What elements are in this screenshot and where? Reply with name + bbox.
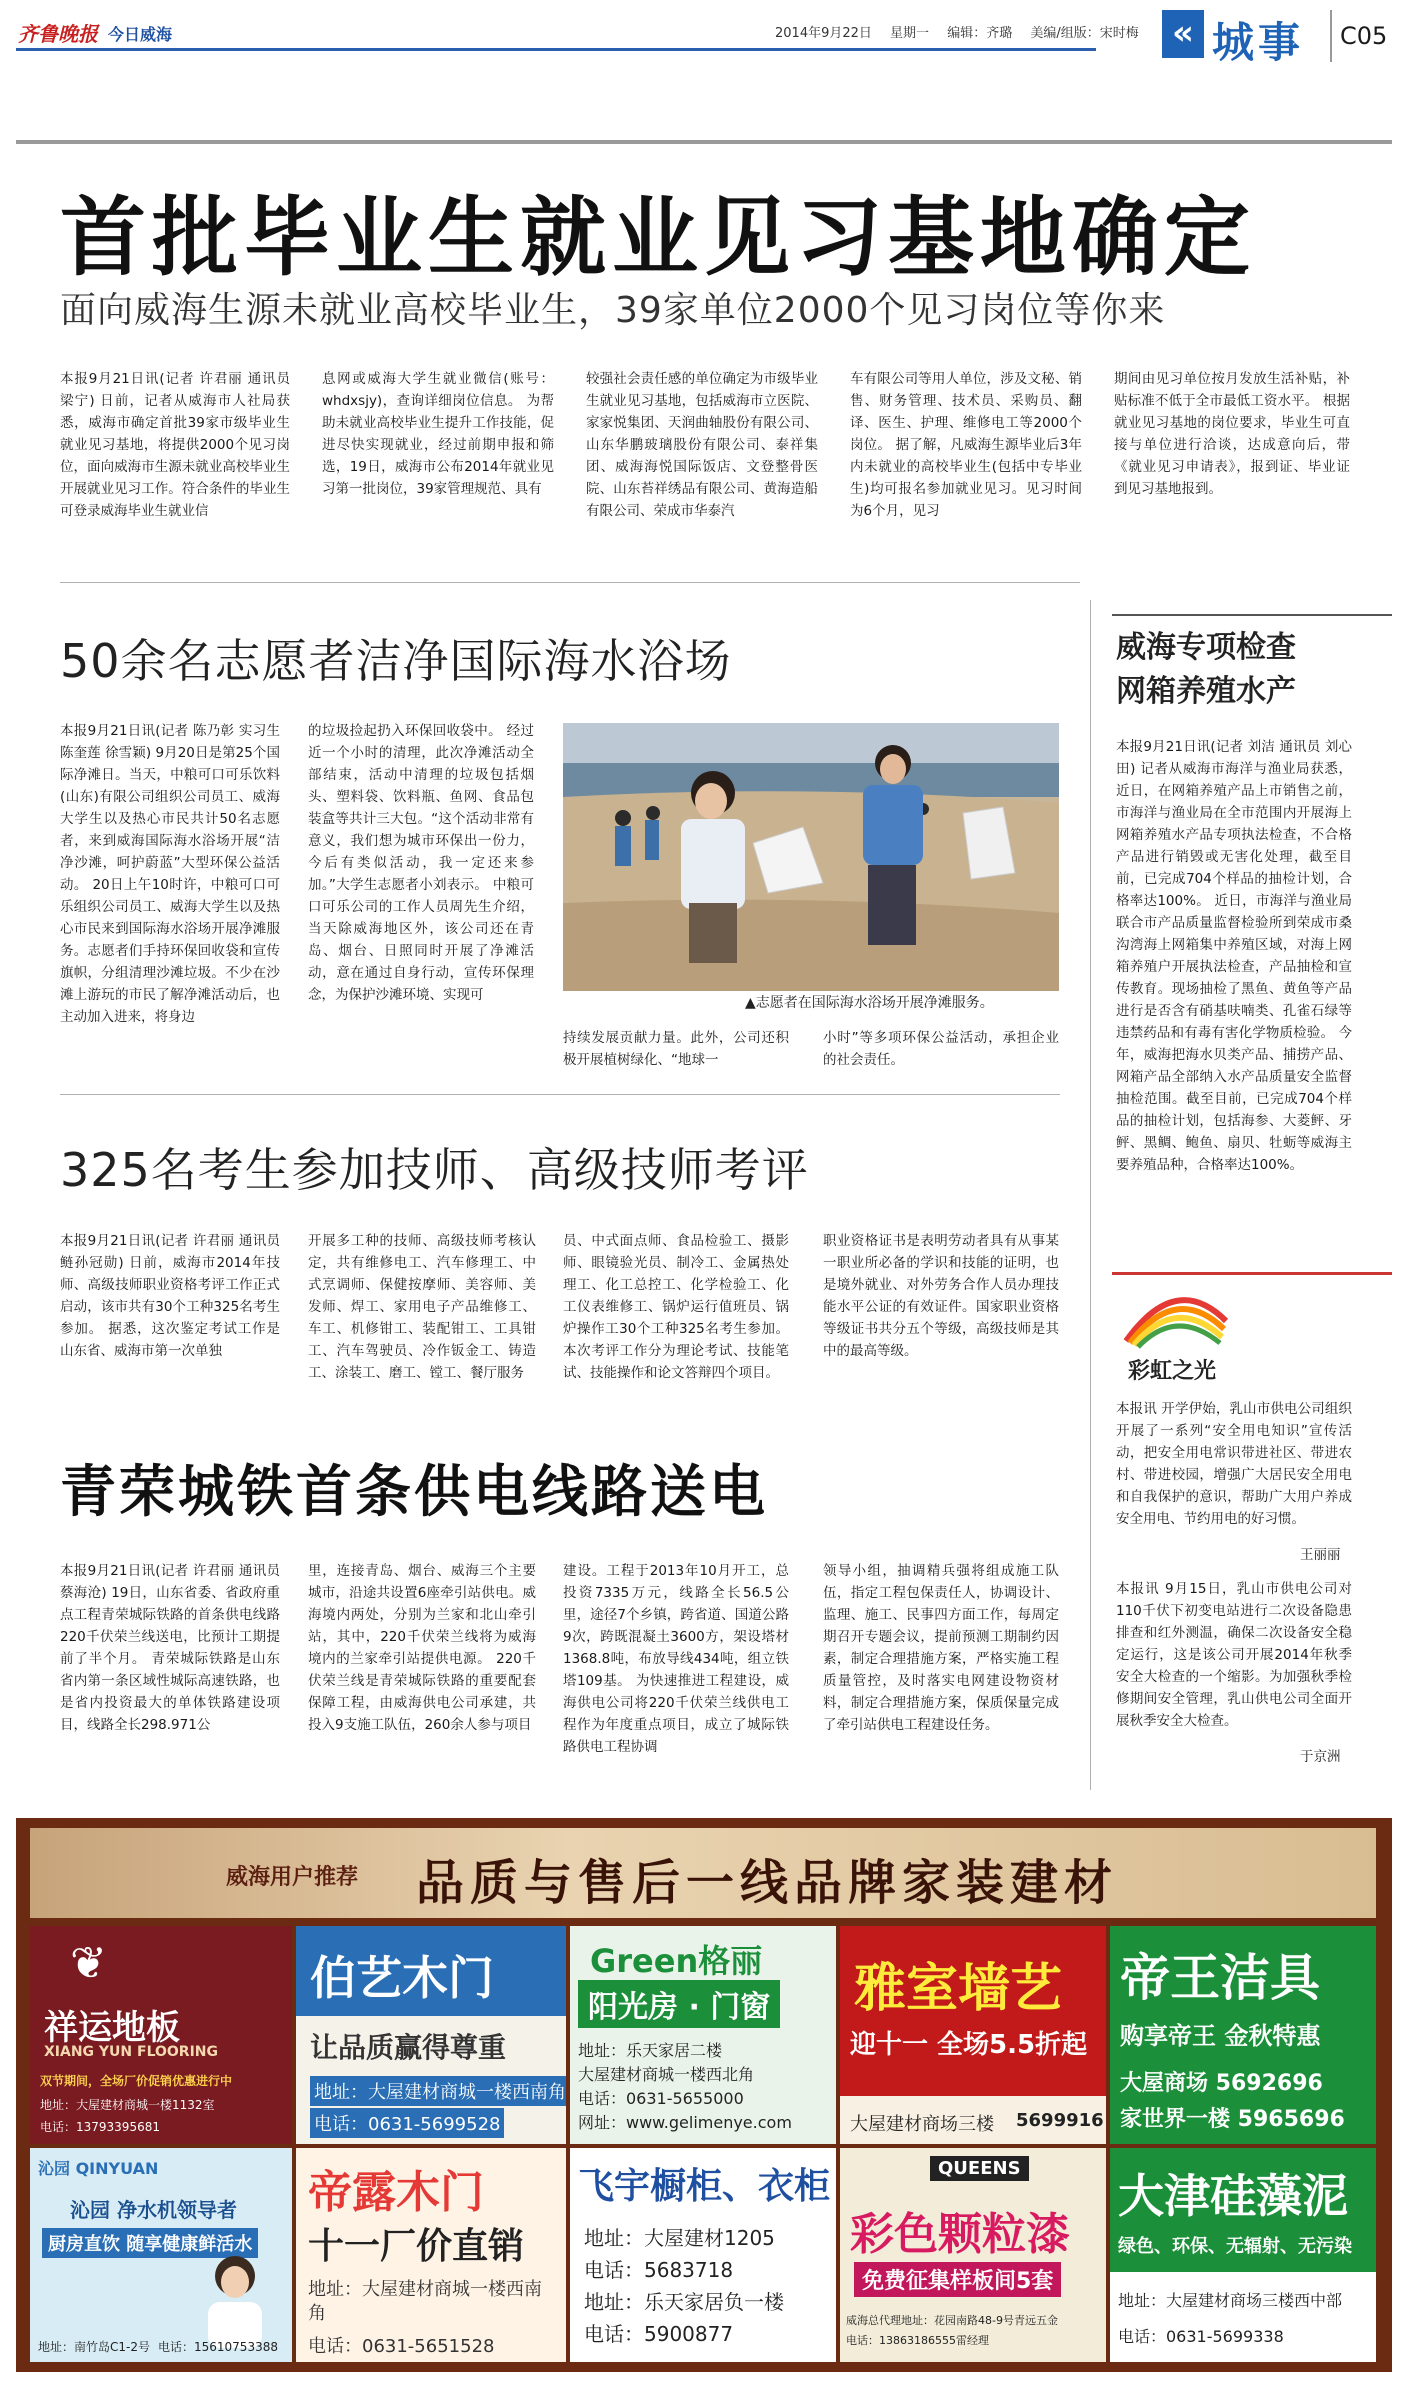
exam-column-3: 员、中式面点师、食品检验工、摄影师、眼镜验光员、制冷工、金属热处理工、化工总控工、化学检验工、化工仪表维修工、锅炉运行值班员、锅炉操作工30个工种325名考生参加。本次考评工作分为理论考试、技能笔试、技能操作和论文答辩四个项目。 <box>563 1233 789 1381</box>
ad-cell-dilu <box>296 2148 566 2362</box>
feiyu-address-1: 地址：大屋建材1205 <box>584 2226 775 2250</box>
xiangyun-swirl-icon: ❦ <box>70 1938 107 1989</box>
edition-name: 今日威海 <box>108 25 173 44</box>
diwang-phone-1: 大屋商场 5692696 <box>1120 2071 1323 2096</box>
volunteer-column-3: 持续发展贡献力量。此外，公司还积极开展植树绿化、“地球一 <box>563 1030 789 1068</box>
rainbow-icon <box>1116 1281 1236 1351</box>
geli-title: Green格丽 <box>590 1942 763 1980</box>
qinyuan-model-icon <box>190 2248 280 2348</box>
rainbow-brief-1-author: 王丽丽 <box>1300 1547 1341 1563</box>
yashi-address: 大屋建材商场三楼 <box>850 2114 994 2135</box>
issue-meta <box>775 22 1153 41</box>
sidebar-story: 本报9月21日讯(记者 刘洁 通讯员 刘心田) 记者从威海市海洋与渔业局获悉，近日，在网箱养殖产品上市销售之前，市海洋与渔业局在全市范围内开展海上网箱养殖水产品专项执法检查，不合格产品进行销毁或无害化处理，截至目前，已完成704个样品的抽检计划，合格率达100%。 近日，市海洋与渔业局联合市产品质量监督检验所到荣成市桑沟湾海上网箱集中养殖区域，对海上网箱养殖户开展执法检查，产品抽检和宣传教育。现场抽检了黑鱼、黄鱼等产品进行是否含有硝基呋喃类、孔雀石绿等违禁药品和有毒有害化学物质检验。 今年，威海把海水贝类产品、捕捞产品、网箱产品全部纳入水产品质量安全监督抽检范围。截至目前，已完成704个样品的抽检计划，包括海参、大菱鲆、牙鲆、黑鲷、鲍鱼、扇贝、牡蛎等威海主要养殖品种，合格率达100%。 <box>1116 739 1352 1173</box>
exam-column-1: 本报9月21日讯(记者 许君丽 通讯员 鲢孙冠勋) 日前，威海市2014年技师、高级技师职业资格考评工作正式启动，该市共有30个工种325名考生参加。 据悉，这次鉴定考试工作是山东省、威海市第一次单独 <box>60 1233 280 1359</box>
rainbow-brief-2: 本报讯 9月15日，乳山市供电公司对110千伏下初变电站进行二次设备隐患排查和红外测温，确保二次设备安全稳定运行，这是该公司开展2014年秋季安全大检查的一个缩影。为加强秋季检修期间安全管理，乳山供电公司全面开展秋季安全大检查。 <box>1116 1581 1352 1729</box>
dajin-slogan: 绿色、环保、无辐射、无污染 <box>1118 2236 1352 2257</box>
dajin-info-band <box>1110 2272 1376 2362</box>
ad-cell-feiyu <box>570 2148 836 2362</box>
feiyu-phone-2: 电话：5900877 <box>584 2322 734 2346</box>
qinyuan-title: 沁园 净水机领导者 <box>70 2198 237 2222</box>
railway-column-1: 本报9月21日讯(记者 许君丽 通讯员 蔡海沧) 19日，山东省委、省政府重点工程青荣城际铁路的首条供电线路220千伏荣兰线送电，比预计工期提前了半个月。 青荣城际铁路是山东省内第一条区域性城际高速铁路，也是省内投资最大的单体铁路建设项目，线路全长298.971公 <box>60 1563 280 1733</box>
lead-column-2: 息网或威海大学生就业微信(账号：whdxsjy)，查询详细岗位信息。 为帮助未就业高校毕业生提升工作技能，促进尽快实现就业，经过前期申报和筛选，19日，威海市公布2014年就业见习第一批岗位，39家管理规范、具有 <box>322 371 554 497</box>
xiangyun-promo: 双节期间，全场厂价促销优惠进行中 <box>40 2074 233 2088</box>
railway-column-2: 里，连接青岛、烟台、威海三个主要城市，沿途共设置6座牵引站供电。威海境内两处，分别为兰家和北山牵引站，其中，220千伏荣兰线将为威海境内的兰家牵引站提供电源。 220千伏荣兰线是青荣城际铁路的重要配套保障工程，由威海供电公司承建，共投入9支施工队伍，260余人参与项目 <box>308 1563 536 1733</box>
story-divider <box>60 1094 1060 1095</box>
geli-website: 网址：www.gelimenye.com <box>578 2113 792 2132</box>
dilu-slogan: 十一厂价直销 <box>308 2226 525 2267</box>
header-divider <box>1330 10 1332 62</box>
diwang-slogan: 购享帝王 金秋特惠 <box>1120 2022 1321 2050</box>
boyi-phone: 电话：0631-5699528 <box>310 2108 504 2138</box>
ad-cell-xiangyun <box>30 1926 292 2144</box>
boyi-slogan: 让品质赢得尊重 <box>310 2031 507 2064</box>
queens-slogan: 免费征集样板间5套 <box>854 2262 1061 2297</box>
lead-column-4: 车有限公司等用人单位，涉及文秘、销售、财务管理、技术员、采购员、翻译、医生、护理、维修电工等2000个岗位。 据了解，凡威海生源毕业后3年内未就业的高校毕业生(包括中专毕业生)均可报名参加就业见习。见习时间为6个月，见习 <box>850 371 1082 519</box>
boyi-address: 地址：大屋建材商城一楼西南角 <box>310 2076 566 2106</box>
header-rule <box>16 48 1096 51</box>
volunteer-column-1: 本报9月21日讯(记者 陈乃彰 实习生 陈奎莲 徐雪颖) 9月20日是第25个国际净滩日。当天，中粮可口可乐饮料(山东)有限公司组织公司员工、威海大学生以及热心市民共计50名志愿者，来到威海国际海水浴场开展“洁净沙滩，呵护蔚蓝”大型环保公益活动。 20日上午10时许，中粮可口可乐组织公司员工、威海大学生以及热心市民来到国际海水浴场开展净滩服务。志愿者们手持环保回收袋和宣传旗帜，分组清理沙滩垃圾。不少在沙滩上游玩的市民了解净滩活动后，也主动加入进来，将身边 <box>60 723 280 1025</box>
lead-subhead: 面向威海生源未就业高校毕业生，39家单位2000个见习岗位等你来 <box>60 290 1166 331</box>
rainbow-column-title: 彩虹之光 <box>1128 1359 1217 1384</box>
volunteer-headline: 50余名志愿者洁净国际海水浴场 <box>60 634 732 688</box>
geli-address-1: 地址：乐天家居二楼 <box>578 2041 723 2060</box>
ad-slogan: 品质与售后一线品牌家装建材 <box>416 1855 1119 1911</box>
volunteer-column-4: 小时”等多项环保公益活动，承担企业的社会责任。 <box>823 1030 1059 1068</box>
story-divider <box>60 582 1080 583</box>
page-number: C05 <box>1340 22 1388 50</box>
yashi-phone: 5699916 <box>1016 2110 1104 2131</box>
queens-title: 彩色颗粒漆 <box>850 2209 1070 2260</box>
lead-column-3: 较强社会责任感的单位确定为市级毕业生就业见习基地，包括威海市立医院、家家悦集团、天润曲轴股份有限公司、山东华鹏玻璃股份有限公司、泰祥集团、威海海悦国际饭店、文登整骨医院、山东苔祥绣品有限公司、黄海造船有限公司、荣成市华泰汽 <box>586 371 818 519</box>
qinyuan-brand: 沁园 QINYUAN <box>38 2159 159 2178</box>
dilu-phone: 电话：0631-5651528 <box>308 2336 495 2357</box>
railway-column-4: 领导小组，抽调精兵强将组成施工队伍，指定工程包保责任人，协调设计、监理、施工、民事四方面工作，每周定期召开专题会议，提前预测工期制约因素，制定合理措施方案，严格实施工程质量管控，及时落实电网建设物资材料，制定合理措施方案，保质保量完成了牵引站供电工程建设任务。 <box>823 1563 1059 1733</box>
railway-column-3: 建设。工程于2013年10月开工，总投资7335万元，线路全长56.5公里，途径7个乡镇，跨省道、国道公路9次，跨既混凝土3600方，架设塔材1368.8吨，布放导线434吨，组立铁塔109基。 为快速推进工程建设，威海供电公司将220千伏荣兰线供电工程作为年度重点项目，成立了城际铁路供电工程协调 <box>563 1563 789 1755</box>
qinyuan-address: 地址：南竹岛C1-2号 <box>38 2340 150 2354</box>
queens-phone: 电话：13863186555雷经理 <box>846 2334 989 2347</box>
dilu-address: 地址：大屋建材商城一楼西南角 <box>308 2279 542 2324</box>
issue-designer: 美编/组版：宋时梅 <box>1030 26 1139 41</box>
ad-cell-yashi <box>840 1926 1106 2144</box>
beach-cleanup-photo <box>563 723 1059 991</box>
sidebar-divider <box>1090 600 1091 1790</box>
queens-brand: QUEENS <box>930 2156 1029 2181</box>
top-rule <box>16 140 1392 144</box>
advertisement <box>16 1818 1392 2372</box>
dilu-title: 帝露木门 <box>308 2167 484 2218</box>
ad-cell-dajin <box>1110 2148 1376 2362</box>
diwang-phone-2: 家世界一楼 5965696 <box>1120 2107 1345 2132</box>
section-arrow-icon: « <box>1162 10 1204 58</box>
exam-headline: 325名考生参加技师、高级技师考评 <box>60 1143 809 1197</box>
railway-headline: 青荣城铁首条供电线路送电 <box>60 1460 768 1525</box>
xiangyun-en: XIANG YUN FLOORING <box>44 2044 219 2060</box>
qinyuan-phone: 电话：15610753388 <box>158 2340 278 2354</box>
beach-photo-illustration <box>563 723 1059 991</box>
newspaper-logo: 齐鲁晚报 <box>18 22 98 46</box>
volunteer-column-2: 的垃圾捡起扔入环保回收袋中。 经过近一个小时的清理，此次净滩活动全部结束，活动中清理的垃圾包括烟头、塑料袋、饮料瓶、鱼网、食品包装盒等共计三大包。“这个活动非常有意义，我们想为城市环保出一份力，今后有类似活动，我一定还来参加。”大学生志愿者小刘表示。 中粮可口可乐公司的工作人员周先生介绍，当天除威海地区外，该公司还在青岛、烟台、日照同时开展了净滩活动，意在通过自身行动，宣传环保理念，为保护沙滩环境、实现可 <box>308 723 534 1003</box>
xiangyun-title: 祥运地板 <box>44 2008 180 2048</box>
section-name: 城事 <box>1212 18 1305 67</box>
dajin-title: 大津硅藻泥 <box>1118 2169 1348 2223</box>
ad-cell-qinyuan <box>30 2148 292 2362</box>
yashi-title: 雅室墙艺 <box>854 1959 1063 2019</box>
ad-cell-boyi <box>296 1926 566 2144</box>
sidebar-headline: 威海专项检查网箱养殖水产 <box>1116 630 1296 709</box>
exam-column-2: 开展多工种的技师、高级技师考核认定，共有维修电工、汽车修理工、中式烹调师、保健按摩师、美容师、美发师、焊工、家用电子产品维修工、车工、机修钳工、装配钳工、工具钳工、汽车驾驶员、冷作钣金工、铸造工、涂装工、磨工、镗工、餐厅服务 <box>308 1233 536 1381</box>
dajin-address: 地址：大屋建材商场三楼西中部 <box>1118 2291 1343 2310</box>
queens-address: 威海总代理地址：花园南路48-9号青远五金 <box>846 2314 1058 2327</box>
feiyu-title: 飞宇橱柜、衣柜 <box>578 2166 831 2207</box>
feiyu-phone-1: 电话：5683718 <box>584 2258 734 2282</box>
boyi-title: 伯艺木门 <box>310 1951 494 2005</box>
xiangyun-address: 地址：大屋建材商城一楼1132室 <box>40 2098 215 2112</box>
geli-slogan: 阳光房 · 门窗 <box>578 1980 780 2028</box>
qinyuan-slogan: 厨房直饮 随享健康鲜活水 <box>42 2228 258 2258</box>
lead-headline: 首批毕业生就业见习基地确定 <box>60 188 1256 288</box>
ad-cell-queens <box>840 2148 1106 2362</box>
photo-caption: ▲志愿者在国际海水浴场开展净滩服务。 <box>745 995 994 1011</box>
yashi-slogan: 迎十一 全场5.5折起 <box>850 2030 1088 2060</box>
page-header <box>0 0 1409 80</box>
xiangyun-phone: 电话：13793395681 <box>40 2120 160 2134</box>
dajin-phone: 电话：0631-5699338 <box>1118 2327 1284 2346</box>
ad-cell-diwang <box>1110 1926 1376 2144</box>
ad-recommend: 威海用户推荐 <box>226 1865 359 1890</box>
diwang-title: 帝王洁具 <box>1120 1949 1320 2007</box>
geli-phone: 电话：0631-5655000 <box>578 2089 744 2108</box>
issue-editor: 编辑：齐璐 <box>947 26 1013 41</box>
sidebar-rule <box>1112 614 1392 616</box>
rainbow-brief-1: 本报讯 开学伊始，乳山市供电公司组织开展了一系列“安全用电知识”宣传活动，把安全用电常识带进社区、带进农村、带进校园，增强广大居民安全用电和自我保护的意识，帮助广大用户养成安全用电、节约用电的好习惯。 <box>1116 1401 1352 1527</box>
geli-address-2: 大屋建材商城一楼西北角 <box>578 2065 755 2084</box>
exam-column-4: 职业资格证书是表明劳动者具有从事某一职业所必备的学识和技能的证明，也是境外就业、对外劳务合作人员办理技能水平公证的有效证件。国家职业资格等级证书共分五个等级，高级技师是其中的最高等级。 <box>823 1233 1059 1359</box>
issue-weekday: 星期一 <box>890 26 930 41</box>
rainbow-brief-2-author: 于京洲 <box>1300 1749 1341 1765</box>
feiyu-address-2: 地址：乐天家居负一楼 <box>584 2290 784 2314</box>
lead-column-5: 期间由见习单位按月发放生活补贴，补贴标准不低于全市最低工资水平。 根据就业见习基地的岗位要求，毕业生可直接与单位进行洽谈，达成意向后，带《就业见习申请表》，报到证、毕业证到见习基地报到。 <box>1114 371 1350 497</box>
lead-column-1: 本报9月21日讯(记者 许君丽 通讯员 梁宁) 日前，记者从威海市人社局获悉，威海市确定首批39家市级毕业生就业见习基地，将提供2000个见习岗位，面向威海市生源未就业高校毕业生开展就业见习工作。符合条件的毕业生可登录威海毕业生就业信 <box>60 371 290 519</box>
issue-date: 2014年9月22日 <box>775 26 872 41</box>
ad-cell-geli <box>570 1926 836 2144</box>
